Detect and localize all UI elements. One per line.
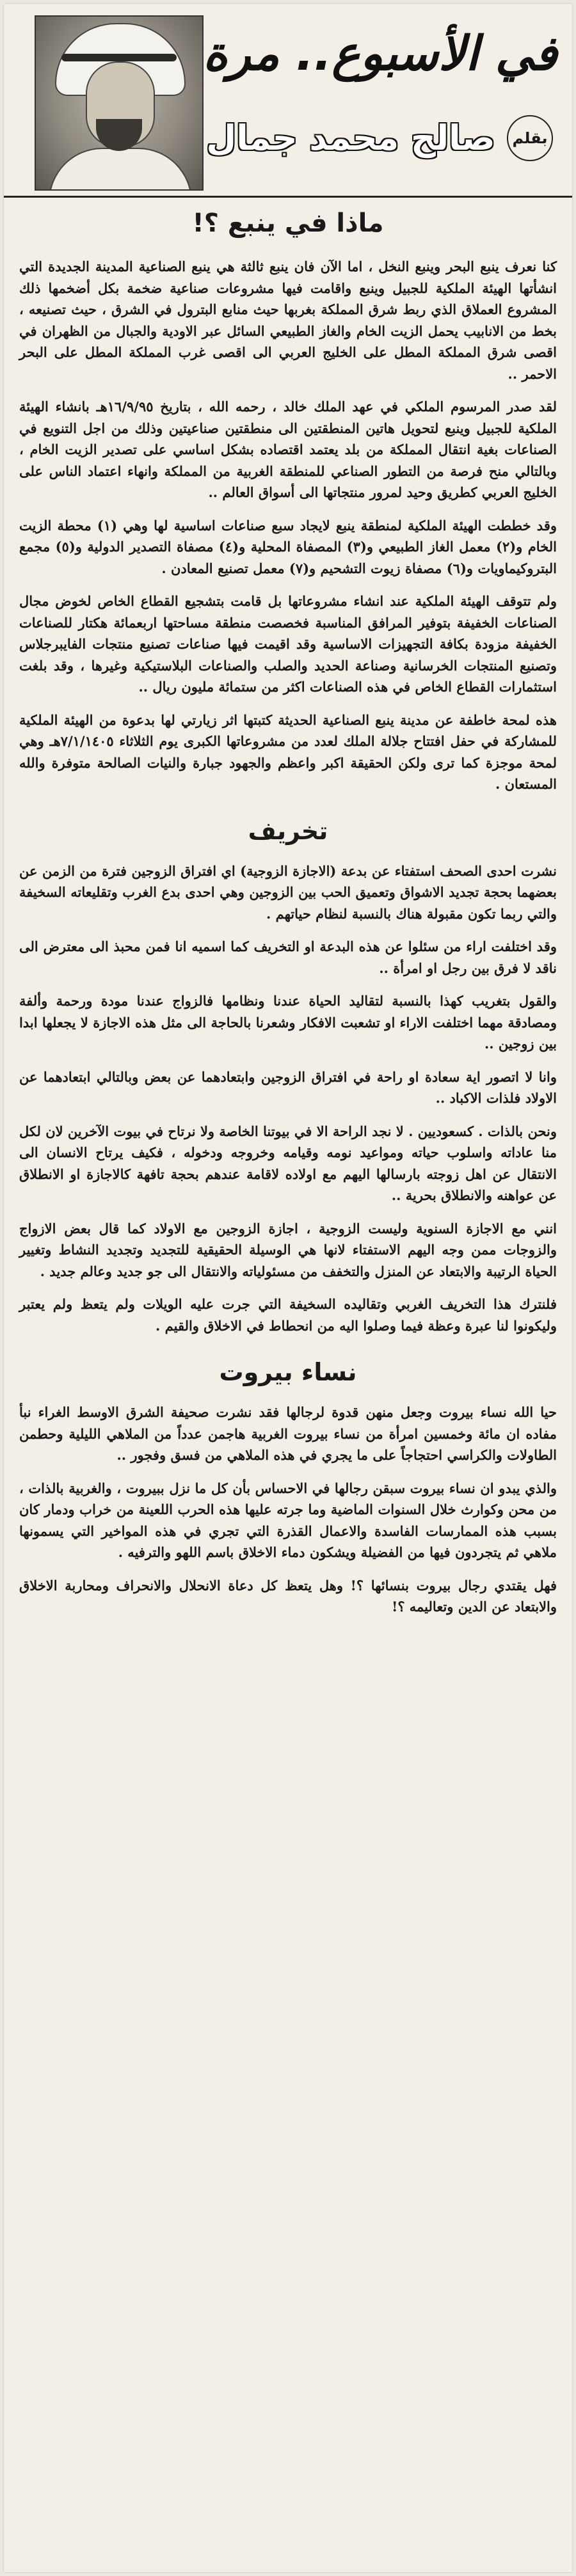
author-name: صالح محمد جمال [206, 118, 495, 158]
article-3-paragraph: حيا الله نساء بيروت وجعل منهن قدوة لرجالها فقد نشرت صحيفة الشرق الاوسط الغراء نبأ مفاده ان مائة وخمسين امرأة من نساء بيروت الغربية هاجمن عدداً من الملاهي الليلية وحطمن الطاولات والكراسي احتجاجاً على ما يجري في هذه الملاهي من فسق وفجور .. [19, 1404, 557, 1463]
column-masthead [4, 4, 572, 198]
newspaper-page [4, 4, 572, 2572]
article-1-paragraph: هذه لمحة خاطفة عن مدينة ينبع الصناعية الحديثة كتبتها اثر زيارتي لها بدعوة من الهيئة الملكية للمشاركة في حفل افتتاح جلالة الملك لعدد من مشروعاتها الكبرى يوم الثلاثاء ٧/١/١٤٠٥هـ وهي لمحة موجزة كما ترى ولكن الحقيقة اكبر واعظم والجهود جبارة والنيات الصالحة متوفرة والله المستعان . [19, 711, 557, 792]
article-2-paragraph: ونحن بالذات . كسعوديين . لا نجد الراحة الا في بيوتنا الخاصة ولا نرتاح في بيوت الآخرين لان لكل منا عاداته واسلوب حياته ومواعيد نومه وقيامه وخروجه ودخوله ، فكيف يرتاح الانسان الى الانتقال عن اهل زوجته بارسالها اليهم مع اولاده لاقامة عندهم بحجة تافهة كالاجازة او الانطلاق عن عواهنه والانطلاق بحرية .. [19, 1123, 557, 1203]
column-title: في الأسبوع.. مرة [203, 26, 557, 81]
byline [201, 106, 559, 183]
portrait-beard [96, 119, 142, 151]
article-3-paragraph: فهل يقتدي رجال بيروت بنسائها ؟! وهل يتعظ كل دعاة الانحلال والانحراف ومحاربة الاخلاق والابتعاد عن الدين وتعاليمه ؟! [19, 1577, 557, 1615]
article-2-paragraph: نشرت احدى الصحف استفتاء عن بدعة (الاجازة الزوجية) اي افتراق الزوجين فترة من الزمن عن بعضهما بحجة تجديد الاشواق وتعميق الحب بين الزوجين وهي احدى بدع الغرب وتقليعاته السخيفة والتي ربما تكون مقبولة هناك بالنسبة لنظام حياتهم . [19, 862, 557, 922]
portrait-thobe [49, 148, 192, 191]
article-2-paragraph: والقول بتغريب كهذا بالنسبة لتقاليد الحياة عندنا ونظامها فالزواج عندنا مودة ورحمة وألفة ومصادقة مهما اختلفت الاراء او تشعبت الافكار وشعرنا بالحاجة الى مثل هذه الاجازة لا يجعلها ابدا بين زوجين .. [19, 993, 557, 1052]
article-2-paragraph: فلنترك هذا التخريف الغربي وتقاليده السخيفة التي جرت عليه الويلات ولم يتعظ ولم يعتبر وليكونوا لنا عبرة وعظة فيما وصلوا اليه من انحطاط في الاخلاق والقيم . [19, 1296, 557, 1334]
author-portrait [35, 15, 204, 191]
article-2-paragraph: وقد اختلفت اراء من سئلوا عن هذه البدعة او التخريف كما اسميه انا فمن محبذ الى معترض الى ناقد لا فرق بين رجل او امرأة .. [19, 938, 557, 976]
article-2-paragraph: وانا لا اتصور اية سعادة او راحة في افتراق الزوجين وابتعادهما عن بعض وبالتالي ابتعادهما عن الاولاد فلذات الاكباد .. [19, 1068, 557, 1106]
article-3-paragraph: والذي يبدو ان نساء بيروت سبقن رجالها في الاحساس بأن كل ما نزل ببيروت ، والغربية بالذات ، من محن وكوارث خلال السنوات الماضية وما جرته عليها هذه الحرب اللعينة من خراب ودمار كان بسبب هذه الممارسات الفاسدة والاعمال القذرة التي تجري في هذه المواخير التي يسمونها ملاهي ثم يتجردون فيها من الفضيلة ويشكون دماء الاخلاق باسم اللهو والترفيه . [19, 1480, 557, 1560]
article-body [19, 209, 557, 1629]
article-1-paragraph: كنا نعرف ينبع البحر وينبع النخل ، اما الآن فان ينبع ثالثة هي ينبع الصناعية المدينة الجديدة التي انشأتها الهيئة الملكية للجبيل وينبع واقامت فيها مشروعات صناعية ضخمة بكل أضخمها ذلك المشروع العملاق الذي ربط شرق المملكة بغربها حيث منابع البترول في الشرق ، حيث تصنيعه ، بخط من الانابيب يحمل الزيت الخام والغاز الطبيعي السائل عبر الاودية والجبال من الظهران في اقصى شرق المملكة المطل على الخليج العربي الى اقصى غرب المملكة المطل على البحر الاحمر .. [19, 258, 557, 382]
article-1-heading: ماذا في ينبع ؟! [192, 209, 384, 238]
article-2-heading: تخريف [248, 816, 328, 845]
article-1-paragraph: وقد خططت الهيئة الملكية لمنطقة ينبع لايجاد سبع صناعات اساسية لها وهي (١) محطة الزيت الخام و(٢) معمل الغاز الطبيعي و(٣) المصفاة المحلية و(٤) مصفاة التصدير الدولية و(٥) مجمع البتروكيماويات و(٦) مصفاة زيوت التشحيم و(٧) معمل تصنيع المعادن . [19, 517, 557, 576]
article-1-paragraph: ولم تتوقف الهيئة الملكية عند انشاء مشروعاتها بل قامت بتشجيع القطاع الخاص لخوض مجال الصناعات الخفيفة بتوفير المرافق المناسبة فخصصت منطقة مساحتها اربعمائة هكتار للصناعات الخفيفة مزودة بكافة التجهيزات الاساسية وقد اقيمت فيها صناعات تصنيع منتجات الفايبرجلاس وتصنيع المنتجات الخرسانية وصناعة الحديد والصلب والصناعات البلاستيكية وغيرها ، وقد بلغت استثمارات القطاع الخاص في هذه الصناعات اكثر من ستمائة مليون ريال .. [19, 593, 557, 695]
byline-label: بقلم [507, 115, 553, 161]
article-1-paragraph: لقد صدر المرسوم الملكي في عهد الملك خالد ، رحمه الله ، بتاريخ ١٦/٩/٩٥هـ بانشاء الهيئة الملكية للجبيل وينبع لتحويل هاتين المنطقتين الى منطقتين صناعيتين وذلك من اجل التنويع في الصناعات بغية انتقال المملكة من بلد يعتمد اقتصاده بشكل اساسي على تصدير الزيت الخام ، وبالتالي منح فرصة من التطور الصناعي للمنطقة الغربية من المملكة وانهاء اعتماد الناس على الخليج العربي كطريق وحيد لمرور منتجاتها الى أسواق العالم .. [19, 399, 557, 500]
article-3-heading: نساء بيروت [219, 1358, 357, 1386]
portrait-agal [61, 54, 177, 61]
article-2-paragraph: انني مع الاجازة السنوية وليست الزوجية ، اجازة الزوجين مع الاولاد كما قال بعض الازواج والزوجات ممن وجه اليهم الاستفتاء لانها هي الوسيلة الحقيقية للتجديد وتجديد النشاط وتغيير الحياة الرتيبة والابتعاد عن المنزل والتخفف من مسئولياته والانتقال الى جو جديد وعالم جديد . [19, 1220, 557, 1279]
